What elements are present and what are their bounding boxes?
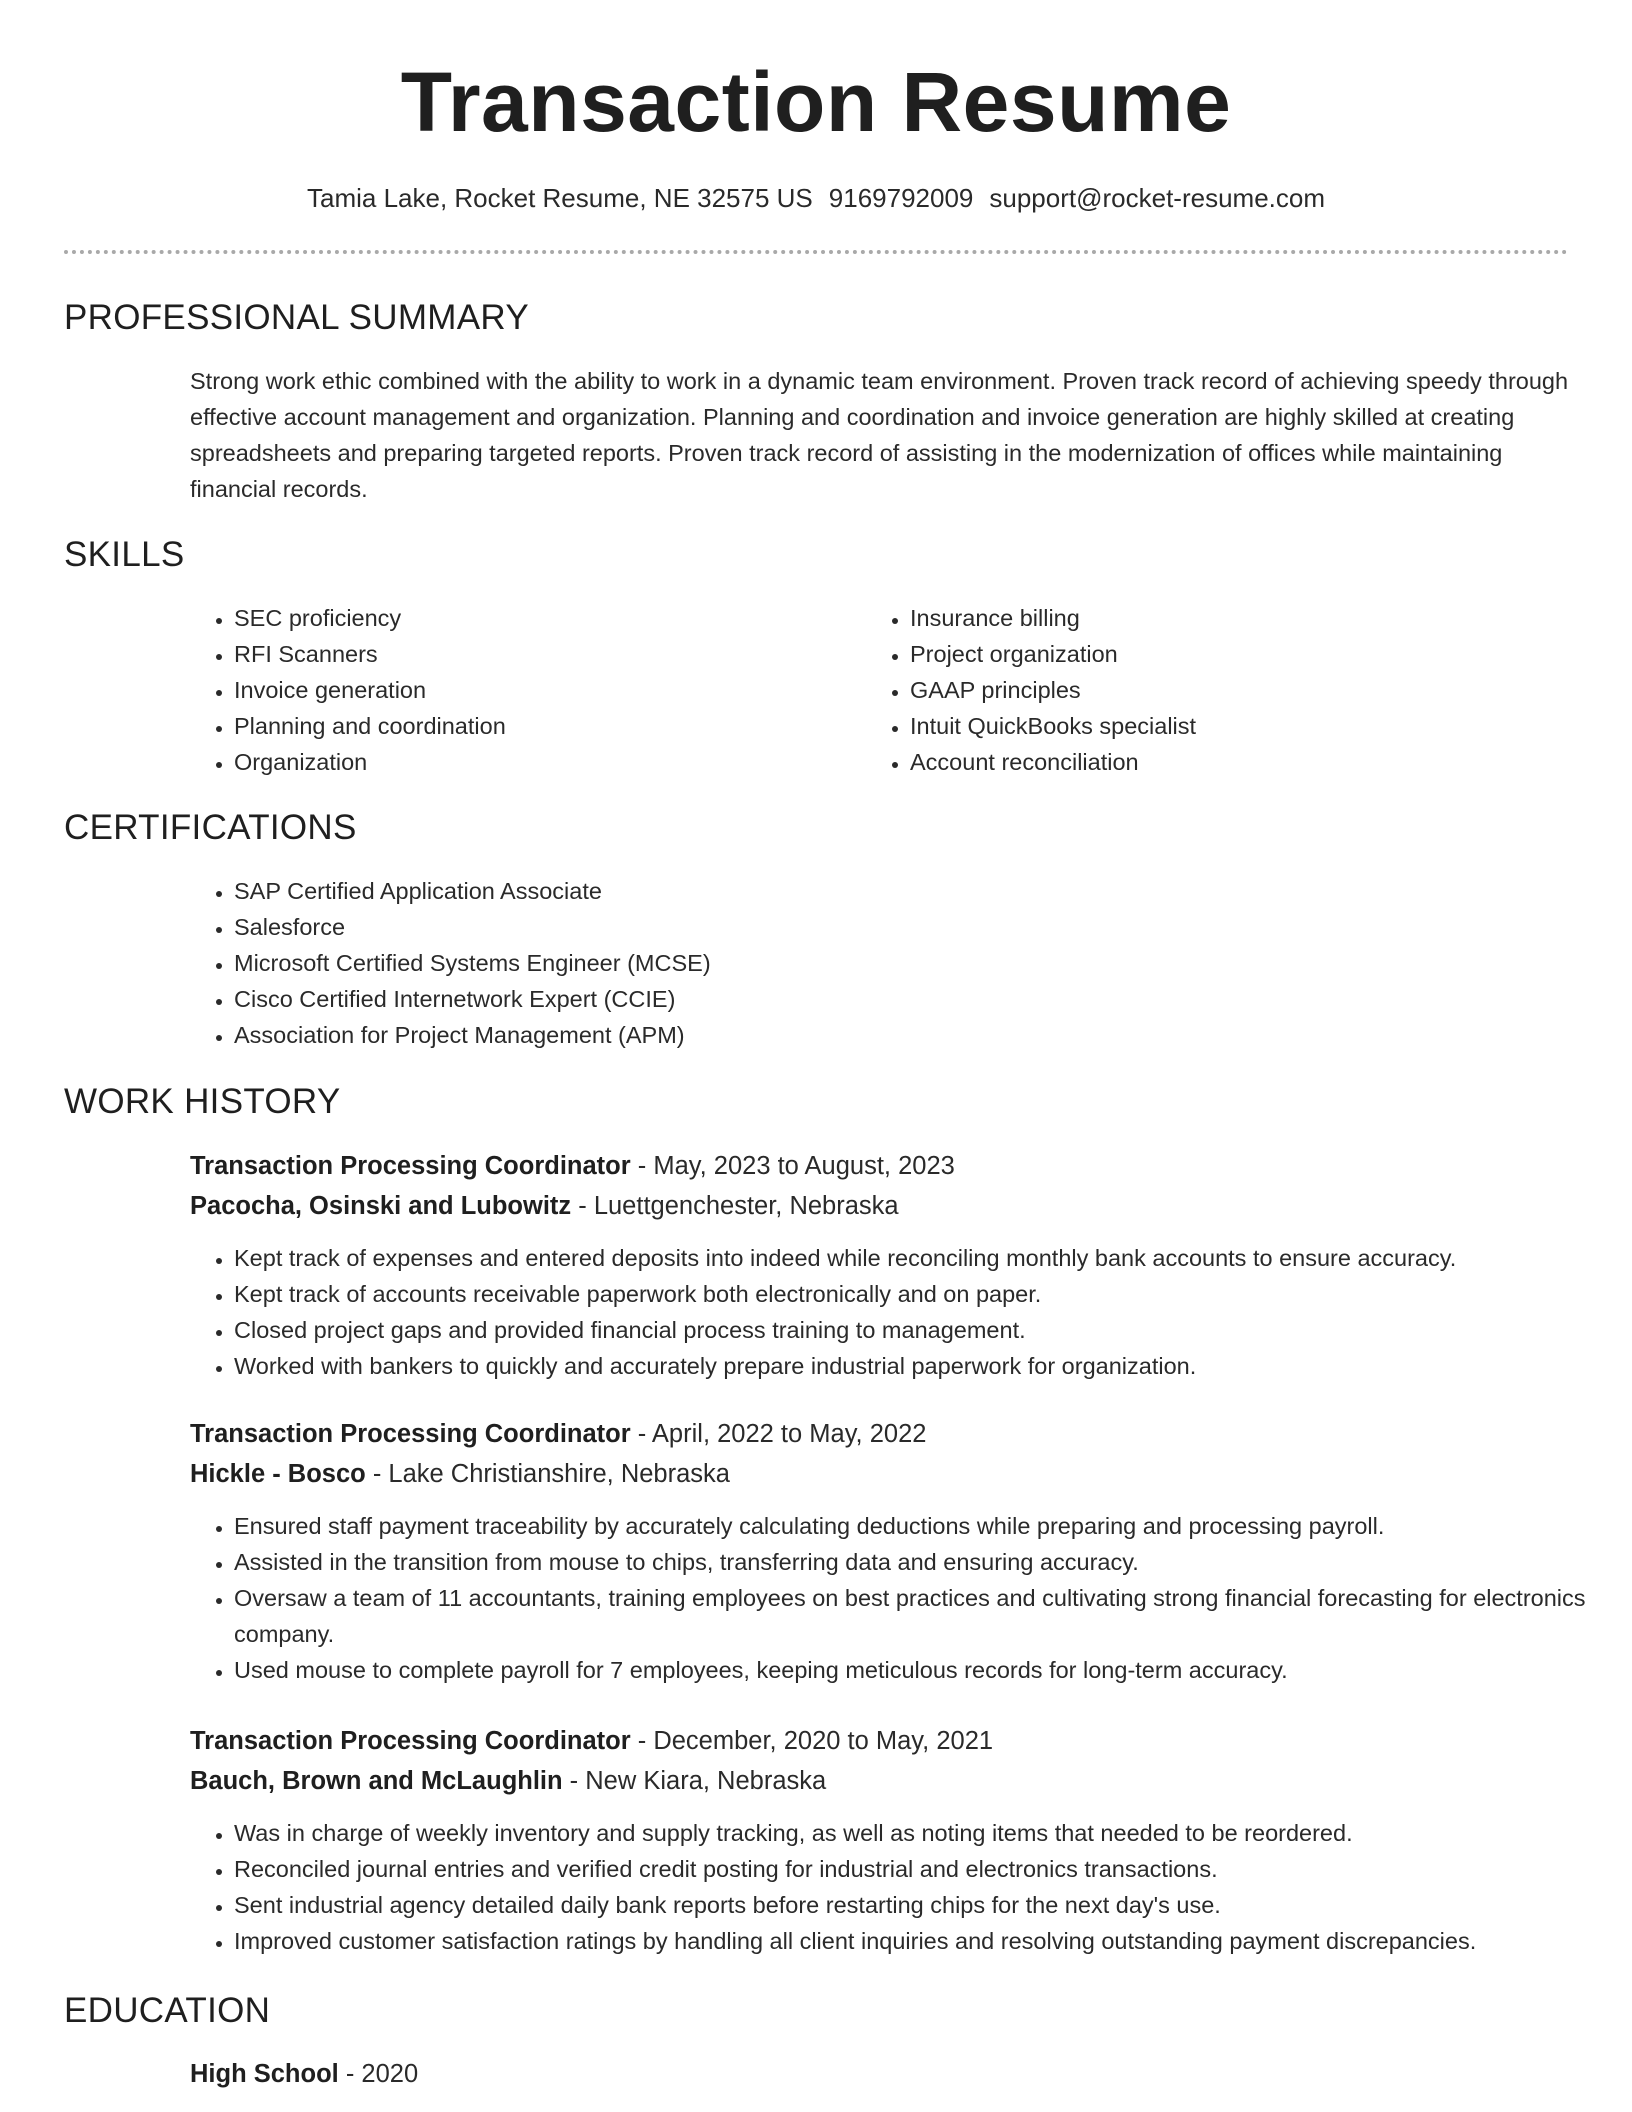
skills-list-left [190,600,834,780]
job-dates: - April, 2022 to May, 2022 [630,1420,927,1448]
education-heading: EDUCATION [64,1991,271,2030]
job-title-line [190,1723,993,1759]
skill-item: • RFI Scanners [234,636,834,672]
job-title-line [190,1148,955,1184]
skill-item: • Planning and coordination [234,708,834,744]
education-year: - 2020 [338,2060,419,2088]
job-bullet: • Oversaw a team of 11 accountants, training employees on best practices and cultivating strong financial forecasting for electronics company. [234,1580,1632,1652]
job-company: Pacocha, Osinski and Lubowitz [190,1192,572,1220]
job-company-line [190,1456,730,1492]
certification-item: • Cisco Certified Internetwork Expert (CCIE) [234,981,1534,1017]
skill-item: • Project organization [910,636,1560,672]
job-bullet: • Used mouse to complete payroll for 7 employees, keeping meticulous records for long-term accuracy. [234,1652,1632,1688]
job-dates: - May, 2023 to August, 2023 [630,1152,955,1180]
job-bullets [190,1508,1632,1688]
work-history-heading: WORK HISTORY [64,1082,341,1121]
header-divider [64,250,1568,254]
certification-item: • SAP Certified Application Associate [234,873,1534,909]
skill-item: • GAAP principles [910,672,1560,708]
job-title: Transaction Processing Coordinator [190,1727,631,1755]
job-company: Bauch, Brown and McLaughlin [190,1767,563,1795]
job-location: - Lake Christianshire, Nebraska [365,1460,730,1488]
contact-phone: 9169792009 [828,183,974,213]
job-bullets [190,1815,1632,1959]
job-dates: - December, 2020 to May, 2021 [630,1727,994,1755]
job-bullet: • Reconciled journal entries and verified credit posting for industrial and electronics transactions. [234,1851,1632,1887]
job-title: Transaction Processing Coordinator [190,1152,631,1180]
contact-address: Tamia Lake, Rocket Resume, NE 32575 US [306,183,813,213]
job-company-line [190,1188,899,1224]
certification-item: • Salesforce [234,909,1534,945]
certification-item: • Association for Project Management (APM) [234,1017,1534,1053]
skill-item: • Organization [234,744,834,780]
job-bullet: • Kept track of accounts receivable paperwork both electronically and on paper. [234,1276,1632,1312]
skill-item: • Intuit QuickBooks specialist [910,708,1560,744]
skill-item: • Account reconciliation [910,744,1560,780]
job-bullets [190,1240,1632,1384]
certifications-list [190,873,1534,1053]
certification-item: • Microsoft Certified Systems Engineer (MCSE) [234,945,1534,981]
job-title-line [190,1416,926,1452]
job-location: - Luettgenchester, Nebraska [571,1192,899,1220]
job-bullet: • Worked with bankers to quickly and accurately prepare industrial paperwork for organization. [234,1348,1632,1384]
education-line [190,2056,418,2092]
contact-line [0,180,1632,216]
job-bullet: • Improved customer satisfaction ratings by handling all client inquiries and resolving outstanding payment discrepancies. [234,1923,1632,1959]
certifications-heading: CERTIFICATIONS [64,808,357,847]
skill-item: • Invoice generation [234,672,834,708]
education-degree: High School [190,2060,339,2088]
job-company: Hickle - Bosco [190,1460,366,1488]
resume-title: Transaction Resume [400,55,1232,149]
contact-email: support@rocket-resume.com [989,183,1326,213]
job-title: Transaction Processing Coordinator [190,1420,631,1448]
job-bullet: • Sent industrial agency detailed daily bank reports before restarting chips for the next day's use. [234,1887,1632,1923]
job-bullet: • Was in charge of weekly inventory and supply tracking, as well as noting items that needed to be reordered. [234,1815,1632,1851]
summary-text: Strong work ethic combined with the ability to work in a dynamic team environment. Proven track record of achieving speedy through effective account management and organization. Planning and coordination and invoice generation are highly skilled at creating spreadsheets and preparing targeted reports. Proven track record of assisting in the modernization of offices while maintaining financial records. [190,368,1569,502]
job-bullet: • Kept track of expenses and entered deposits into indeed while reconciling monthly bank accounts to ensure accuracy. [234,1240,1632,1276]
job-company-line [190,1763,826,1799]
summary-heading: PROFESSIONAL SUMMARY [64,298,529,337]
job-location: - New Kiara, Nebraska [562,1767,827,1795]
skills-list-right [866,600,1560,780]
job-bullet: • Closed project gaps and provided financial process training to management. [234,1312,1632,1348]
skill-item: • SEC proficiency [234,600,834,636]
job-bullet: • Ensured staff payment traceability by accurately calculating deductions while preparing and processing payroll. [234,1508,1632,1544]
skills-heading: SKILLS [64,535,185,574]
skill-item: • Insurance billing [910,600,1560,636]
job-bullet: • Assisted in the transition from mouse to chips, transferring data and ensuring accuracy. [234,1544,1632,1580]
